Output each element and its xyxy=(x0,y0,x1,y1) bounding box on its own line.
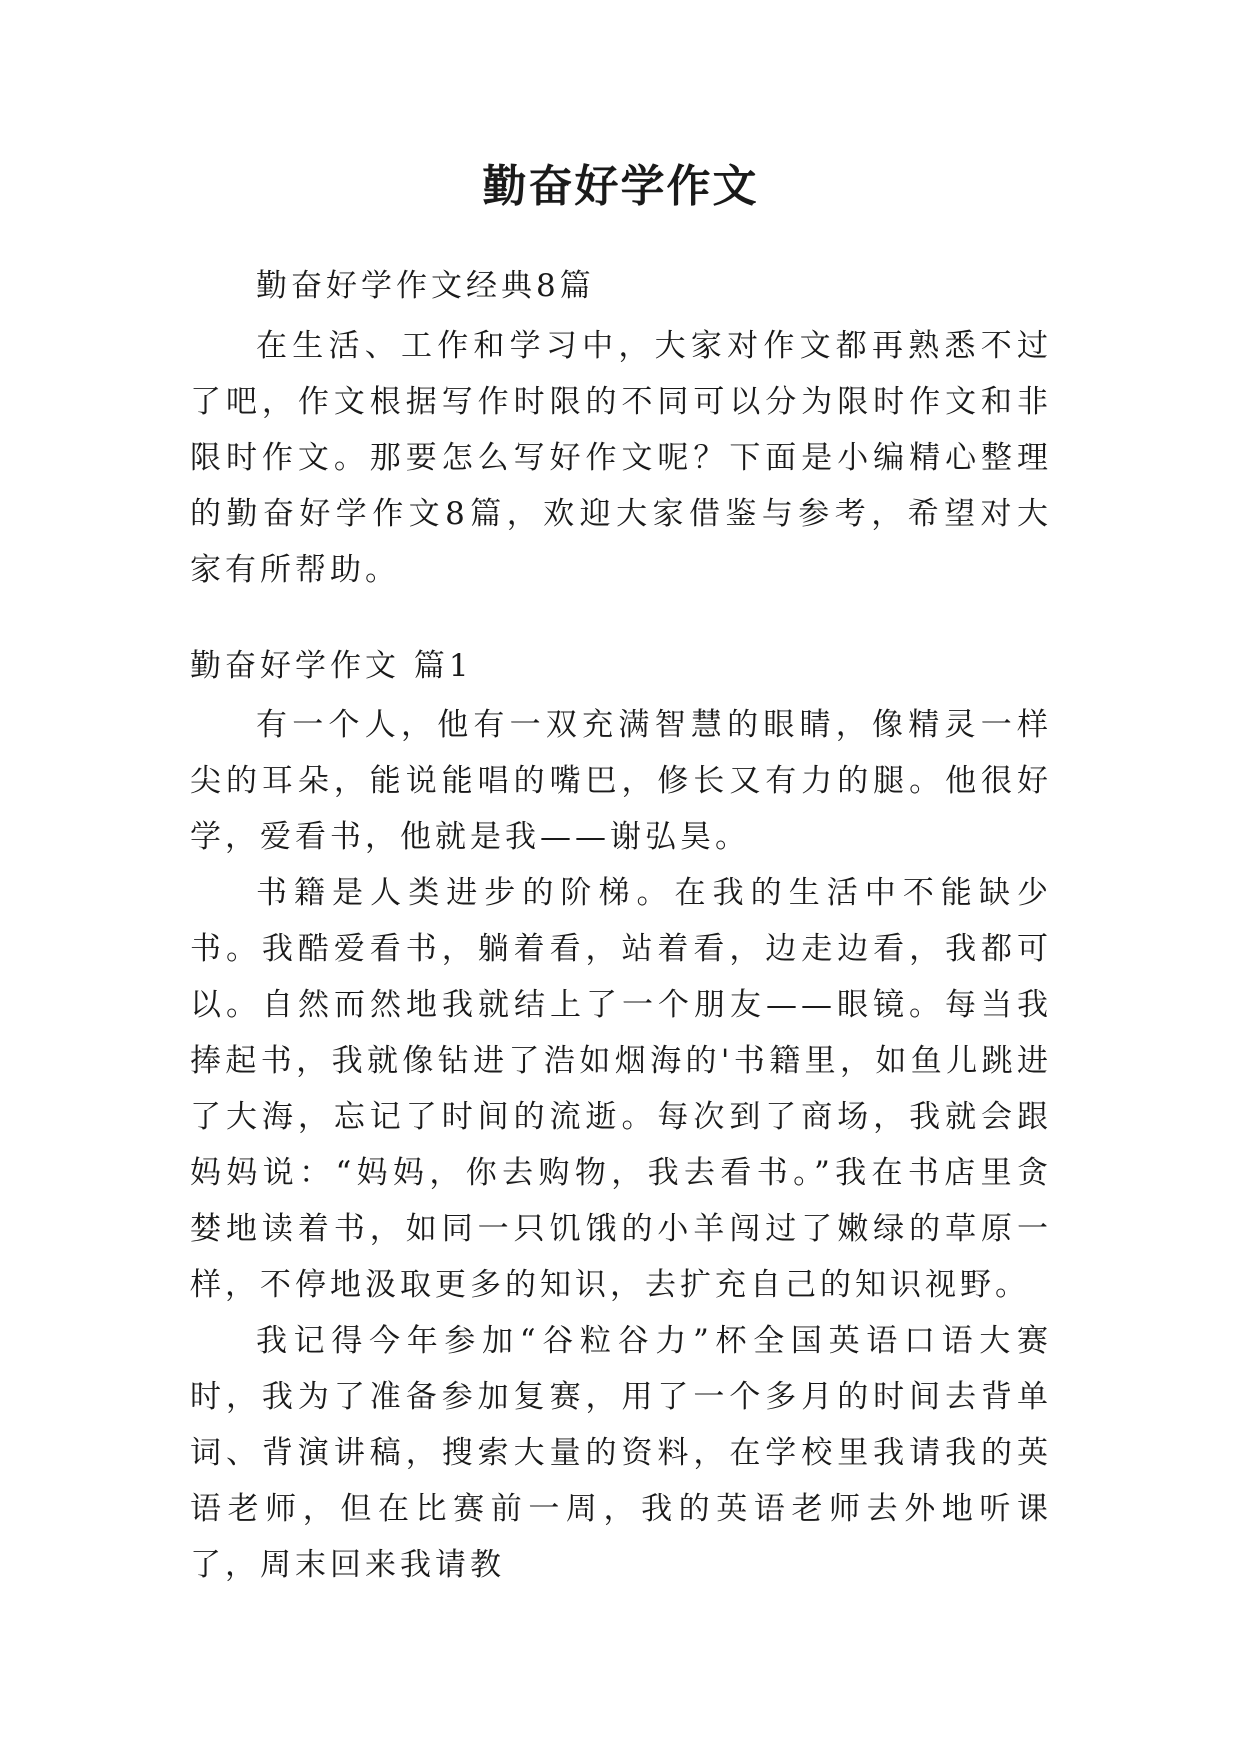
document-title: 勤奋好学作文 xyxy=(482,161,759,212)
intro-text: 在生活、工作和学习中，大家对作文都再熟悉不过了吧，作文根据写作时限的不同可以分为限时作文和非限时作文。那要怎么写好作文呢？下面是小编精心整理的勤奋好学作文8篇，欢迎大家借鉴与参考，希望对大家有所帮助。 xyxy=(190,328,1052,588)
body-paragraph-2 xyxy=(190,865,1052,1313)
intro-paragraph xyxy=(190,318,1052,598)
paragraph-text: 我记得今年参加“谷粒谷力”杯全国英语口语大赛时，我为了准备参加复赛，用了一个多月的时间去背单词、背演讲稿，搜索大量的资料，在学校里我请我的英语老师，但在比赛前一周，我的英语老师去外地听课了，周末回来我请教 xyxy=(190,1323,1052,1583)
body-paragraph-3 xyxy=(190,1313,1052,1593)
document-subtitle: 勤奋好学作文经典8篇 xyxy=(256,268,595,304)
paragraph-text: 有一个人，他有一双充满智慧的眼睛，像精灵一样尖的耳朵，能说能唱的嘴巴，修长又有力的腿。他很好学，爱看书，他就是我——谢弘昊。 xyxy=(190,707,1052,855)
paragraph-text: 书籍是人类进步的阶梯。在我的生活中不能缺少书。我酷爱看书，躺着看，站着看，边走边看，我都可以。自然而然地我就结上了一个朋友——眼镜。每当我捧起书，我就像钻进了浩如烟海的'书籍里，如鱼儿跳进了大海，忘记了时间的流逝。每次到了商场，我就会跟妈妈说：“妈妈，你去购物，我去看书。”我在书店里贪婪地读着书，如同一只饥饿的小羊闯过了嫩绿的草原一样，不停地汲取更多的知识，去扩充自己的知识视野。 xyxy=(190,875,1052,1303)
body-paragraph-1 xyxy=(190,697,1052,865)
section-heading: 勤奋好学作文 篇1 xyxy=(190,648,473,684)
